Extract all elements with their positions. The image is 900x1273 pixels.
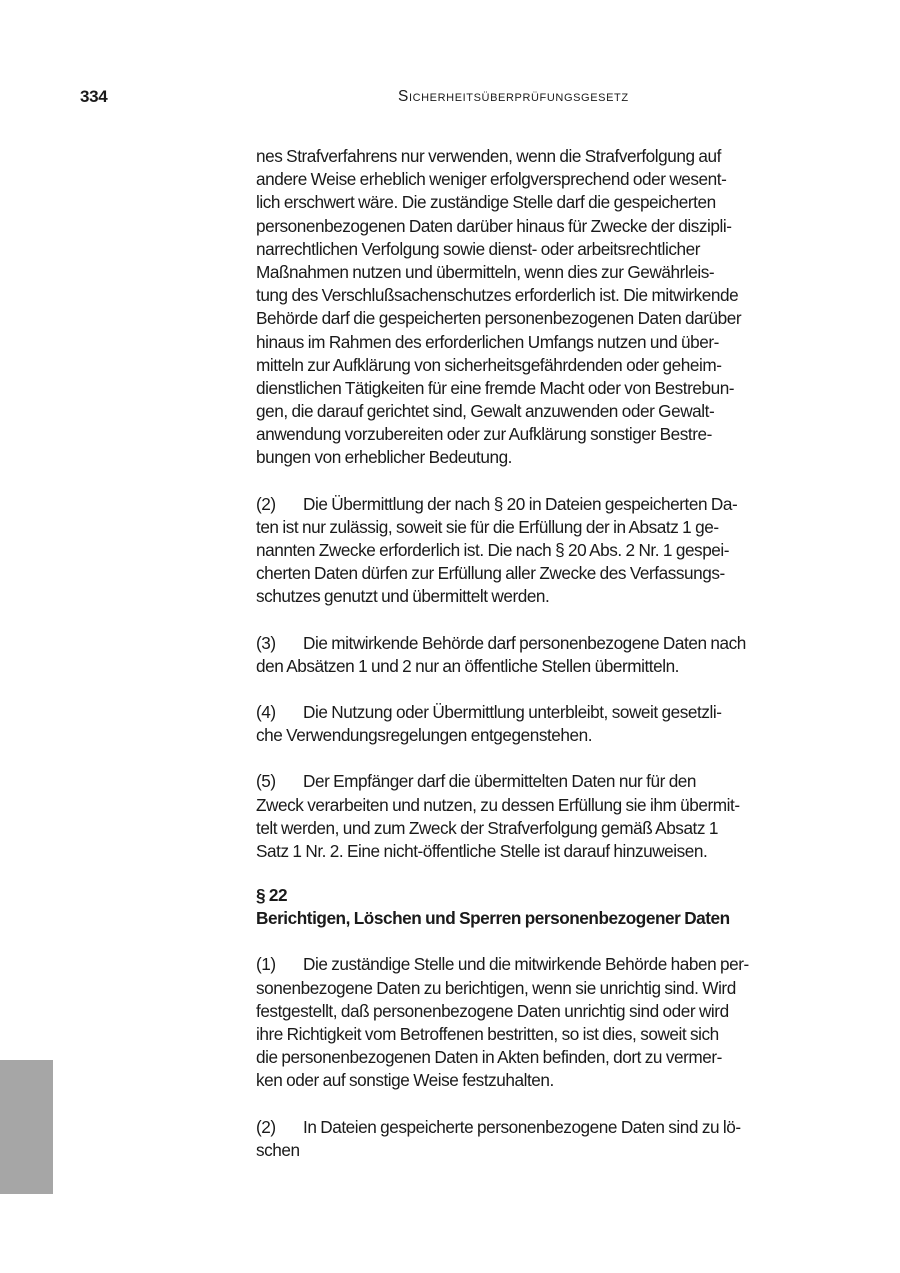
section-title: Berichtigen, Löschen und Sperren personenbezogener Daten [256,908,730,929]
text-line [256,1116,816,1139]
paragraph-5 [256,770,816,863]
text-line: die personenbezogenen Daten in Akten befinden, dort zu vermer- [256,1047,722,1068]
text-line: ten ist nur zulässig, soweit sie für die Erfüllung der in Absatz 1 ge- [256,516,719,537]
running-title: Sicherheitsüberprüfungsgesetz [398,88,629,105]
text-line: Zweck verarbeiten und nutzen, zu dessen Erfüllung sie ihm übermit- [256,794,740,815]
text-line: personenbezogenen Daten darüber hinaus für Zwecke der diszipli- [256,215,732,236]
text-line: Maßnahmen nutzen und übermitteln, wenn dies zur Gewährleis- [256,261,715,282]
text-line [256,770,816,793]
text-line: anwendung vorzubereiten oder zur Aufklärung sonstiger Bestre- [256,424,712,445]
paragraph-number: (2) [256,1116,276,1137]
section-22-paragraph-2 [256,1116,816,1162]
paragraph-2 [256,493,816,609]
paragraph-number: (1) [256,954,276,975]
text-line [256,632,816,655]
text-line: lich erschwert wäre. Die zuständige Stelle darf die gespeicherten [256,192,716,213]
paragraph-4 [256,701,816,747]
text-line: andere Weise erheblich weniger erfolgversprechend oder wesent- [256,169,727,190]
text-line: gen, die darauf gerichtet sind, Gewalt anzuwenden oder Gewalt- [256,401,715,422]
text-segment: In Dateien gespeicherte personenbezogene Daten sind zu lö- [303,1116,741,1137]
text-line: cherten Daten dürfen zur Erfüllung aller Zwecke des Verfassungs- [256,563,725,584]
text-segment: Die mitwirkende Behörde darf personenbezogene Daten nach [303,632,746,653]
text-line: nannten Zwecke erforderlich ist. Die nach § 20 Abs. 2 Nr. 1 gespei- [256,540,730,560]
text-line: schen [256,1139,300,1160]
text-line [256,953,816,976]
text-segment: Der Empfänger darf die übermittelten Daten nur für den [303,771,697,792]
section-heading [256,884,816,930]
text-line: mitteln zur Aufklärung von sicherheitsgefährdenden oder geheim- [256,354,722,375]
text-line: sonenbezogene Daten zu berichtigen, wenn sie unrichtig sind. Wird [256,977,736,998]
chapter-thumb-tab [0,1060,53,1194]
text-line: ken oder auf sonstige Weise festzuhalten. [256,1070,554,1091]
text-line: den Absätzen 1 und 2 nur an öffentliche Stellen übermitteln. [256,655,680,676]
text-line: hinaus im Rahmen des erforderlichen Umfangs nutzen und über- [256,331,719,352]
text-segment: Die Nutzung oder Übermittlung unterbleibt, soweit gesetzli- [303,701,722,722]
text-line: ihre Richtigkeit vom Betroffenen bestritten, so ist dies, soweit sich [256,1024,719,1044]
section-number: § 22 [256,885,288,906]
text-line [256,493,816,516]
text-line: festgestellt, daß personenbezogene Daten unrichtig sind oder wird [256,1000,729,1021]
paragraph-number: (3) [256,632,276,653]
text-line: narrechtlichen Verfolgung sowie dienst- oder arbeitsrechtlicher [256,238,700,259]
page-number: 334 [80,87,108,106]
text-line: dienstlichen Tätigkeiten für eine fremde Macht oder von Bestrebun- [256,377,735,398]
paragraph-number: (5) [256,771,276,792]
paragraph-number: (4) [256,701,276,722]
text-line: bungen von erheblicher Bedeutung. [256,447,512,468]
text-line: schutzes genutzt und übermittelt werden. [256,586,550,607]
text-line: Behörde darf die gespeicherten personenbezogenen Daten darüber [256,308,742,329]
text-line: Satz 1 Nr. 2. Eine nicht-öffentliche Stelle ist darauf hinzuweisen. [256,840,708,861]
text-line: che Verwendungsregelungen entgegenstehen. [256,725,593,746]
text-segment: Die Übermittlung der nach § 20 in Dateien gespeicherten Da- [303,493,738,514]
text-line: tung des Verschlußsachenschutzes erforderlich ist. Die mitwirkende [256,285,739,306]
text-line [256,701,816,724]
text-segment: Die zuständige Stelle und die mitwirkende Behörde haben per- [303,954,749,975]
text-line: nes Strafverfahrens nur verwenden, wenn die Strafverfolgung auf [256,146,721,166]
document-body [256,145,816,1162]
section-22-paragraph-1 [256,953,816,1092]
paragraph-number: (2) [256,493,276,514]
paragraph-3 [256,632,816,678]
text-line: telt werden, und zum Zweck der Strafverfolgung gemäß Absatz 1 [256,817,718,838]
continuation-paragraph [256,145,816,470]
